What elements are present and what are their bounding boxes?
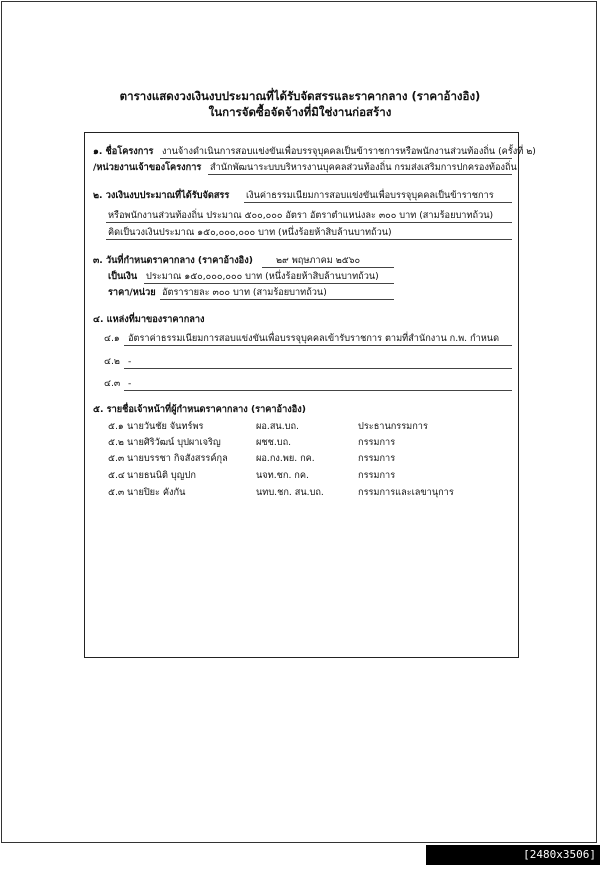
sec1-agency-label: /หน่วยงานเจ้าของโครงการ — [93, 162, 202, 173]
sec2-underline1 — [244, 202, 512, 203]
member-num: ๕.๒ — [108, 437, 124, 448]
sec1-agency-underline — [208, 174, 512, 175]
sec3-unit-underline — [160, 299, 394, 300]
member-position: นทบ.ชก. สน.บถ. — [256, 487, 324, 498]
member-num: ๕.๓ — [108, 487, 125, 498]
sec3-unit-label: ราคา/หน่วย — [108, 287, 156, 298]
member-position: นจท.ชก. กค. — [256, 470, 309, 481]
sec3-amount-underline — [144, 283, 394, 284]
sec4-item-num: ๔.๒ — [104, 356, 120, 367]
sec3-amount-label: เป็นเงิน — [108, 271, 138, 282]
document-title-line1: ตารางแสดงวงเงินงบประมาณที่ได้รับจัดสรรและราคากลาง (ราคาอ้างอิง) — [119, 89, 481, 103]
sec2-line1: เงินค่าธรรมเนียมการสอบแข่งขันเพื่อบรรจุบุคคลเป็นข้าราชการ — [246, 190, 494, 201]
sec2-underline2 — [106, 222, 512, 223]
member-name: นายธนนิติ บุญปก — [127, 470, 196, 481]
member-position: ผชช.บถ. — [256, 437, 292, 448]
sec4-item-underline — [124, 368, 512, 369]
sec5-label: ๕. รายชื่อเจ้าหน้าที่ผู้กำหนดราคากลาง (ราคาอ้างอิง) — [93, 404, 306, 415]
member-num: ๕.๓ — [108, 453, 125, 464]
sec4-item-underline — [124, 345, 512, 346]
sec3-label: ๓. วันที่กำหนดราคากลาง (ราคาอ้างอิง) — [93, 255, 253, 266]
sec1-agency-value: สำนักพัฒนาระบบบริหารงานบุคคลส่วนท้องถิ่น กรมส่งเสริมการปกครองท้องถิ่น — [210, 162, 517, 173]
member-role: กรรมการและเลขานุการ — [358, 487, 454, 498]
sec4-item-text: - — [128, 356, 132, 367]
sec4-item-text: อัตราค่าธรรมเนียมการสอบแข่งขันเพื่อบรรจุบุคคลเข้ารับราชการ ตามที่สำนักงาน ก.พ. กำหนด — [128, 333, 500, 344]
sec4-item-num: ๔.๑ — [104, 333, 120, 344]
member-num: ๕.๑ — [108, 421, 124, 432]
member-position: ผอ.สน.บถ. — [256, 421, 299, 432]
member-role: ประธานกรรมการ — [358, 421, 428, 432]
member-name: นายวันชัย จันทร์พร — [127, 421, 204, 432]
member-role: กรรมการ — [358, 470, 396, 481]
sec1-label: ๑. ชื่อโครงการ — [93, 146, 154, 157]
sec2-line2: หรือพนักงานส่วนท้องถิ่น ประมาณ ๕๐๐,๐๐๐ อัตรา อัตราตำแหน่งละ ๓๐๐ บาท (สามร้อยบาทถ้วน) — [108, 210, 494, 221]
sec3-unit-value: อัตรารายละ ๓๐๐ บาท (สามร้อยบาทถ้วน) — [162, 287, 327, 298]
sec3-date: ๒๙ พฤษภาคม ๒๕๖๐ — [276, 255, 361, 266]
member-role: กรรมการ — [358, 437, 396, 448]
member-name: นายบรรชา กิจสังสรรค์กุล — [127, 453, 228, 464]
watermark-footer: [2480x3506] https://upic.me/ — [426, 845, 600, 865]
sec1-underline — [160, 158, 512, 159]
sec2-underline3 — [106, 239, 512, 240]
sec4-item-underline — [124, 390, 512, 391]
member-name: นายศิริวัฒน์ บุปผาเจริญ — [127, 437, 221, 448]
member-name: นายปิยะ คังกัน — [127, 487, 186, 498]
sec4-item-text: - — [128, 378, 132, 389]
sec4-label: ๔. แหล่งที่มาของราคากลาง — [93, 314, 205, 325]
member-position: ผอ.กง.พย. กค. — [256, 453, 315, 464]
sec3-date-underline — [262, 267, 394, 268]
document-title-line2: ในการจัดซื้อจัดจ้างที่มิใช่งานก่อสร้าง — [208, 105, 392, 119]
sec4-item-num: ๔.๓ — [104, 378, 121, 389]
member-role: กรรมการ — [358, 453, 396, 464]
sec3-amount-value: ประมาณ ๑๕๐,๐๐๐,๐๐๐ บาท (หนึ่งร้อยห้าสิบล้านบาทถ้วน) — [146, 271, 379, 282]
sec2-line3: คิดเป็นวงเงินประมาณ ๑๕๐,๐๐๐,๐๐๐ บาท (หนึ่งร้อยห้าสิบล้านบาทถ้วน) — [108, 227, 392, 238]
sec2-label: ๒. วงเงินงบประมาณที่ได้รับจัดสรร — [93, 190, 230, 201]
member-num: ๕.๔ — [108, 470, 125, 481]
sec1-project-name: งานจ้างดำเนินการสอบแข่งขันเพื่อบรรจุบุคคลเป็นข้าราชการหรือพนักงานส่วนท้องถิ่น (ครั้งที่ ๒) — [162, 146, 536, 157]
